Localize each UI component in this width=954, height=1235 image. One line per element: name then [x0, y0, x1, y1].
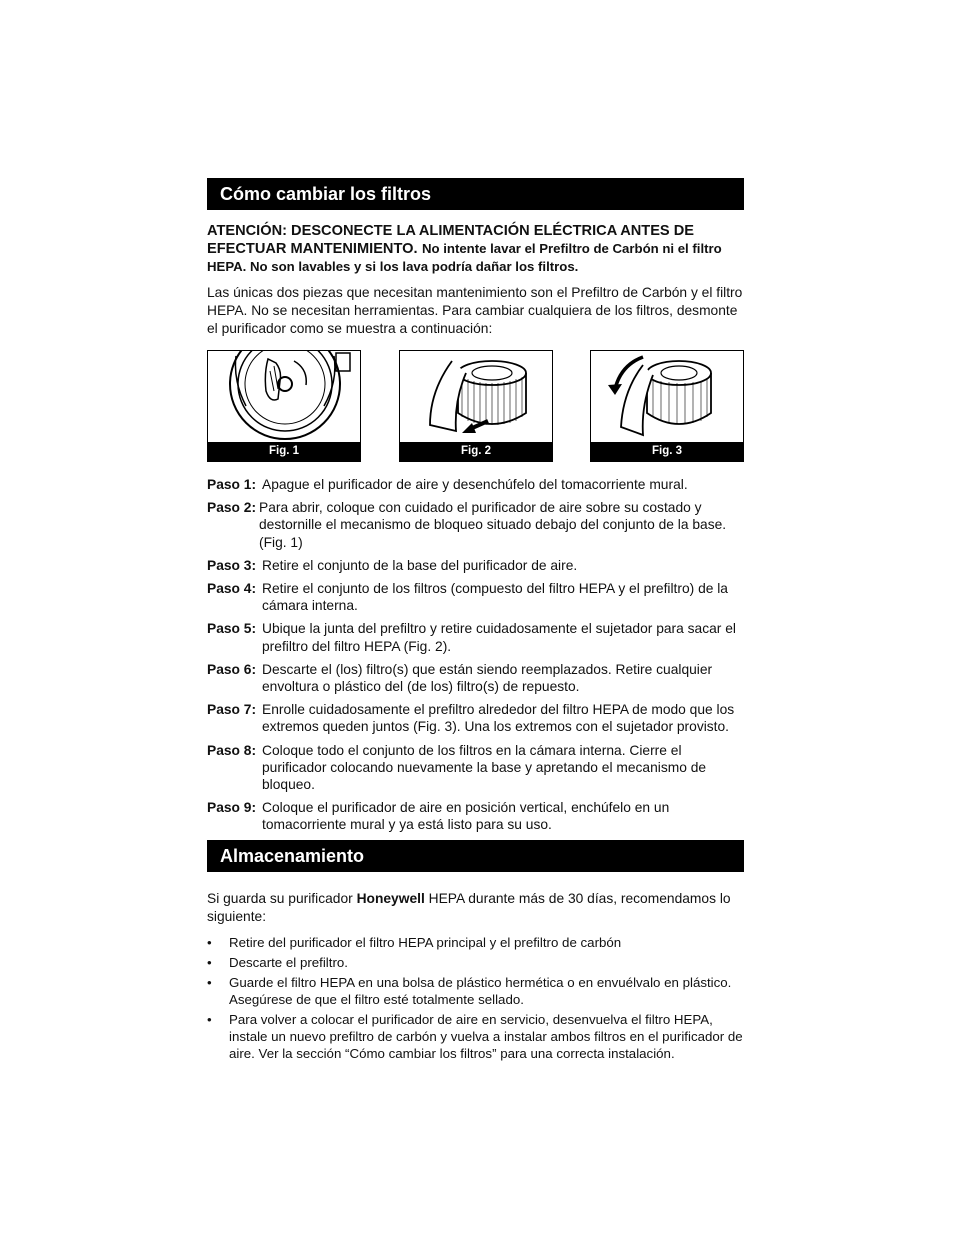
list-item-text: Retire del purificador el filtro HEPA principal y el prefiltro de carbón — [229, 934, 622, 950]
step-text: Para abrir, coloque con cuidado el purificador de aire sobre su costado y destornille el mecanismo de bloqueo situado debajo del conjunto de la base. (Fig. 1) — [259, 500, 727, 550]
list-item-text: Para volver a colocar el purificador de aire en servicio, desenvuelva el filtro HEPA, instale un nuevo prefiltro de carbón y vuelva a instalar ambos filtros en el purificador de aire. Ver la sección “Cómo cambiar los filtros” para una correcta instalación. — [229, 1011, 743, 1061]
prefilter-removal-illustration — [400, 351, 553, 445]
step-label: Paso 3: — [207, 557, 257, 573]
step-label: Paso 7: — [207, 702, 257, 718]
step-text: Retire el conjunto de la base del purificador de aire. — [262, 557, 578, 573]
step-text: Coloque el purificador de aire en posición vertical, enchúfelo en un tomacorriente mural y ya está listo para su uso. — [262, 800, 670, 833]
figure-1 — [207, 350, 361, 462]
step-6 — [207, 661, 744, 695]
figure-caption: Fig. 1 — [208, 442, 360, 461]
warning-notice — [207, 222, 744, 276]
step-7 — [207, 701, 744, 735]
step-label: Paso 9: — [207, 800, 257, 816]
list-item — [207, 934, 744, 951]
step-1 — [207, 476, 744, 493]
step-text: Descarte el (los) filtro(s) que están siendo reemplazados. Retire cualquier envoltura o plástico del (de los) filtro(s) de repuesto. — [262, 661, 713, 695]
step-9 — [207, 799, 744, 833]
list-item-text: Descarte el prefiltro. — [229, 954, 348, 970]
step-2 — [207, 499, 744, 551]
storage-bullet-list — [207, 934, 744, 1062]
warning-detail: No intente lavar el Prefiltro de Carbón ni el filtro HEPA. No son lavables y si los lava podría dañar los filtros. — [207, 241, 722, 274]
figure-2 — [399, 350, 553, 462]
step-text: Enrolle cuidadosamente el prefiltro alrededor del filtro HEPA de modo que los extremos queden juntos (Fig. 3). Una los extremos con el sujetador provisto. — [262, 702, 735, 735]
step-label: Paso 2: — [207, 500, 257, 516]
section-title-almacenamiento: Almacenamiento — [207, 840, 744, 872]
section-title-cambiar-filtros: Cómo cambiar los filtros — [207, 178, 744, 210]
bullet-icon: • — [207, 934, 212, 950]
step-label: Paso 4: — [207, 581, 257, 597]
warning-caps: ATENCIÓN: DESCONECTE LA ALIMENTACIÓN ELÉCTRICA ANTES DE EFECTUAR MANTENIMIENTO. — [207, 223, 694, 257]
figure-caption: Fig. 3 — [591, 442, 743, 461]
step-text: Apague el purificador de aire y desenchúfelo del tomacorriente mural. — [262, 477, 688, 492]
step-label: Paso 1: — [207, 477, 257, 492]
bullet-icon: • — [207, 1011, 212, 1027]
step-5 — [207, 620, 744, 654]
list-item — [207, 1011, 744, 1062]
list-item — [207, 974, 744, 1008]
storage-intro-before: Si guarda su purificador — [207, 890, 357, 906]
figure-caption: Fig. 2 — [400, 442, 552, 461]
bullet-icon: • — [207, 974, 212, 990]
brand-name: Honeywell — [356, 890, 425, 906]
step-4 — [207, 580, 744, 614]
figures-row — [207, 350, 744, 464]
step-label: Paso 6: — [207, 661, 257, 677]
intro-paragraph: Las únicas dos piezas que necesitan mantenimiento son el Prefiltro de Carbón y el filtro HEPA. No se necesitan herramientas. Para cambiar cualquiera de los filtros, desmonte el purificador como se muestra a continuación: — [207, 285, 743, 336]
list-item — [207, 954, 744, 971]
step-text: Ubique la junta del prefiltro y retire cuidadosamente el sujetador para sacar el prefiltro del filtro HEPA (Fig. 2). — [262, 621, 736, 654]
storage-intro — [207, 890, 744, 926]
steps-list — [207, 476, 744, 834]
list-item-text: Guarde el filtro HEPA en una bolsa de plástico hermética o en envuélvalo en plástico. Asegúrese de que el filtro esté totalmente sellado. — [229, 974, 732, 1007]
prefilter-wrap-illustration — [591, 351, 744, 445]
step-label: Paso 5: — [207, 621, 257, 637]
step-text: Coloque todo el conjunto de los filtros en la cámara interna. Cierre el purificador colocando nuevamente la base y apretando el mecanismo de bloqueo. — [262, 742, 707, 793]
step-text: Retire el conjunto de los filtros (compuesto del filtro HEPA y el prefiltro) de la cámara interna. — [262, 581, 728, 614]
step-8 — [207, 742, 744, 794]
step-label: Paso 8: — [207, 742, 257, 758]
purifier-base-illustration — [208, 351, 361, 445]
page-content — [207, 178, 744, 1065]
figure-3 — [590, 350, 744, 462]
step-3 — [207, 557, 744, 574]
bullet-icon: • — [207, 954, 212, 970]
storage-intro-after: HEPA durante más de 30 días, recomendamos lo siguiente: — [207, 890, 731, 924]
